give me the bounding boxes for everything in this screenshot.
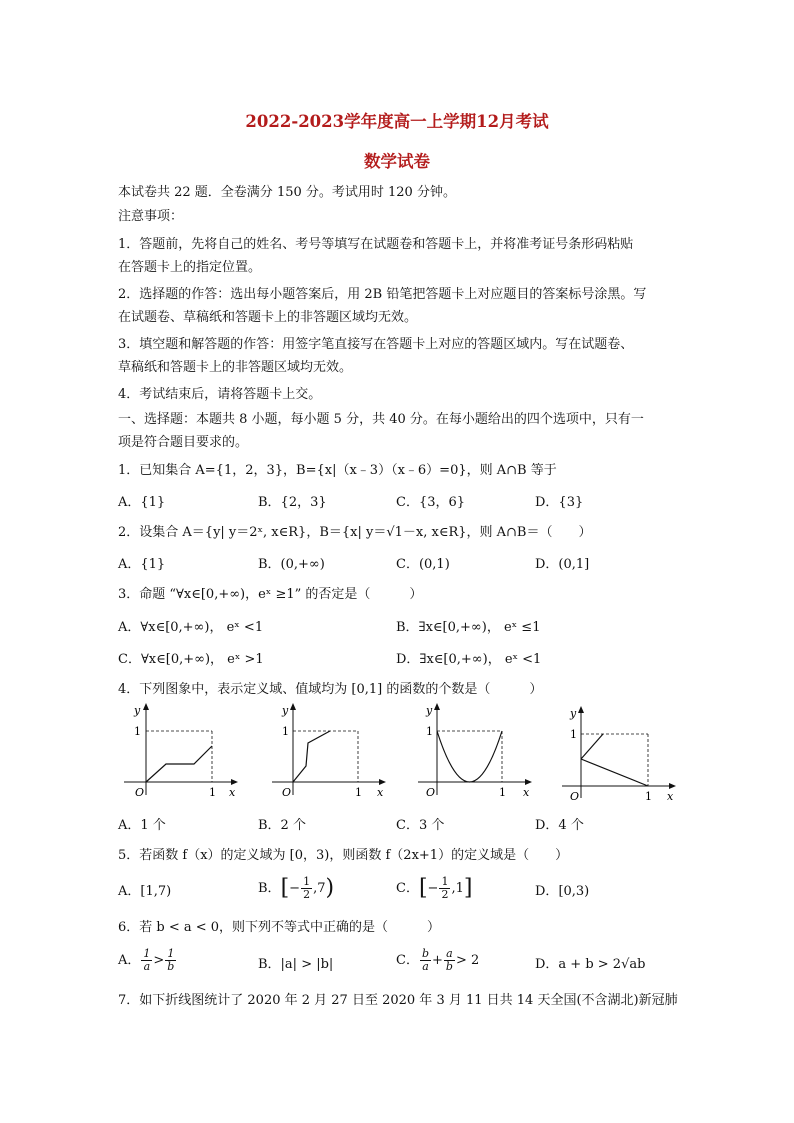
q5-option-c-fraction xyxy=(439,876,450,901)
q5-option-b-close: ) xyxy=(325,875,335,901)
q4-stem: 4．下列图象中，表示定义域、值域均为 [0,1] 的函数的个数是（ ） xyxy=(118,682,543,697)
q1-stem: 1．已知集合 A={1，2，3}，B={x|（x﹣3）（x﹣6）=0}，则 A∩B 等于 xyxy=(118,463,557,478)
q5-option-b-neg: − xyxy=(289,881,301,896)
q4-graph-1 xyxy=(116,700,246,805)
q6-option-c-n1: b xyxy=(421,947,429,960)
q5-option-c-close: ] xyxy=(463,875,473,901)
q6-option-a-op: > xyxy=(153,953,165,968)
q3-option-b: B．∃x∈[0,+∞)， eˣ ≤1 xyxy=(396,620,541,635)
q4-graph-1-x-label: x xyxy=(229,786,236,799)
q6-option-a xyxy=(118,948,177,973)
q5-option-c-num: 1 xyxy=(441,875,449,888)
q4-graph-3-origin: O xyxy=(426,786,436,799)
q6-option-c-tail: > 2 xyxy=(455,953,480,968)
q4-graph-2-x-label: x xyxy=(377,786,384,799)
q5-option-b-label: B． xyxy=(258,881,281,896)
q5-option-a-label: A． xyxy=(118,884,141,899)
q1-option-b: B．{2，3} xyxy=(258,495,327,510)
q4-graph-4-y-label: y xyxy=(570,707,577,720)
q2-option-b: B．(0,+∞) xyxy=(258,557,325,572)
q6-option-a-n2: 1 xyxy=(165,948,176,961)
q4-option-d: D．4 个 xyxy=(535,818,584,833)
q5-option-c-den: 2 xyxy=(441,888,449,901)
q6-option-c-d1: a xyxy=(422,960,429,973)
q4-graph-4-x-one: 1 xyxy=(645,790,652,803)
q5-option-c-open: [ xyxy=(418,875,428,901)
q6-option-a-frac-2 xyxy=(165,948,176,973)
q5-option-b-fraction xyxy=(301,876,312,901)
q2-stem: 2．设集合 A＝{y| y＝2ˣ, x∈R}，B＝{x| y＝√1－x, x∈R}，则 A∩B＝（ ） xyxy=(118,525,592,540)
q4-graph-2-origin: O xyxy=(282,786,292,799)
q2-option-c: C．(0,1) xyxy=(396,557,450,572)
exam-title: 2022-2023学年度高一上学期12月考试 xyxy=(245,112,549,131)
q1-option-a: A．{1} xyxy=(118,495,166,510)
q5-option-a xyxy=(118,884,171,900)
q4-graph-3-y-one: 1 xyxy=(426,725,433,738)
notice-1a: 1．答题前，先将自己的姓名、考号等填写在试题卷和答题卡上，并将准考证号条形码粘贴 xyxy=(118,237,634,252)
q6-option-b: B．|a| > |b| xyxy=(258,957,334,972)
q4-graph-3-x-one: 1 xyxy=(499,786,506,799)
q4-option-a: A．1 个 xyxy=(118,818,166,833)
q6-option-c-d2: b xyxy=(445,960,453,973)
q5-option-d-label: D． xyxy=(535,884,559,899)
q6-option-c xyxy=(396,948,479,973)
q6-option-a-label: A． xyxy=(118,953,141,968)
notice-1b: 在答题卡上的指定位置。 xyxy=(118,260,262,275)
q4-graph-1-y-one: 1 xyxy=(134,725,141,738)
q4-graph-2-x-one: 1 xyxy=(355,786,362,799)
q3-option-d: D．∃x∈[0,+∞)， eˣ <1 xyxy=(396,652,542,667)
q5-option-c-neg: − xyxy=(427,881,439,896)
q6-stem: 6．若 b < a < 0，则下列不等式中正确的是（ ） xyxy=(118,920,441,935)
q6-option-c-label: C． xyxy=(396,953,419,968)
q5-option-b-num: 1 xyxy=(303,875,311,888)
notice-2b: 在试题卷、草稿纸和答题卡上的非答题区域均无效。 xyxy=(118,310,418,325)
q5-option-b-tail: ,7 xyxy=(313,881,326,896)
notice-4: 4．考试结束后，请将答题卡上交。 xyxy=(118,387,322,402)
q5-option-c xyxy=(396,876,472,901)
q5-stem: 5．若函数 f（x）的定义域为 [0，3)，则函数 f（2x+1）的定义域是（ ） xyxy=(118,848,569,863)
q6-option-a-frac-1 xyxy=(141,948,152,973)
q4-graph-4-origin: O xyxy=(570,790,580,803)
q6-option-a-n1: 1 xyxy=(143,947,151,960)
exam-subtitle: 数学试卷 xyxy=(364,152,430,171)
q6-option-a-d1: a xyxy=(143,960,151,973)
q5-option-a-value: [1,7) xyxy=(140,884,172,899)
q5-option-b-den: 2 xyxy=(303,888,311,901)
q7-stem: 7．如下折线图统计了 2020 年 2 月 27 日至 2020 年 3 月 11 日共 14 天全国(不含湖北)新冠肺 xyxy=(118,993,678,1008)
q4-graph-3 xyxy=(410,700,540,805)
q5-option-d xyxy=(535,884,589,900)
q5-option-c-tail: ,1 xyxy=(451,881,464,896)
q5-option-b xyxy=(258,876,334,901)
q4-graph-2 xyxy=(264,700,394,805)
section-heading-a: 一、选择题：本题共 8 小题，每小题 5 分，共 40 分。在每小题给出的四个选项中，只有一 xyxy=(118,412,644,427)
q5-option-c-label: C． xyxy=(396,881,419,896)
q6-option-d: D．a + b > 2√ab xyxy=(535,957,646,972)
q3-option-a: A．∀x∈[0,+∞)， eˣ <1 xyxy=(118,620,264,635)
q6-option-c-n2: a xyxy=(444,948,455,961)
notice-3a: 3．填空题和解答题的作答：用签字笔直接写在答题卡上对应的答题区域内。写在试题卷、 xyxy=(118,337,634,352)
q1-option-d: D．{3} xyxy=(535,495,584,510)
q3-stem: 3．命题 “∀x∈[0,+∞)，eˣ ≥1” 的否定是（ ） xyxy=(118,587,423,602)
q6-option-c-op1: + xyxy=(432,953,443,968)
notice-2a: 2．选择题的作答：选出每小题答案后，用 2B 铅笔把答题卡上对应题目的答案标号涂黑。写 xyxy=(118,287,647,302)
q4-graph-1-origin: O xyxy=(135,786,145,799)
q4-option-b: B．2 个 xyxy=(258,818,306,833)
q4-graph-2-y-label: y xyxy=(282,704,289,717)
q4-graph-3-y-label: y xyxy=(426,704,433,717)
q6-option-a-d2: b xyxy=(167,960,175,973)
q1-option-c: C．{3，6} xyxy=(396,495,466,510)
q4-option-c: C．3 个 xyxy=(396,818,445,833)
q5-option-d-value: [0,3) xyxy=(558,884,590,899)
q6-option-c-frac-2 xyxy=(444,948,455,973)
notice-heading: 注意事项： xyxy=(118,209,184,224)
q4-graph-3-x-label: x xyxy=(523,786,530,799)
notice-3b: 草稿纸和答题卡上的非答题区域均无效。 xyxy=(118,360,353,375)
q2-option-d: D．(0,1] xyxy=(535,557,590,572)
q4-graph-2-y-one: 1 xyxy=(282,725,289,738)
q3-option-c: C．∀x∈[0,+∞)， eˣ >1 xyxy=(118,652,264,667)
q4-graph-1-y-label: y xyxy=(134,704,141,717)
q4-graph-4-x-label: x xyxy=(667,790,674,803)
q2-option-a: A．{1} xyxy=(118,557,166,572)
q4-graph-4-y-one: 1 xyxy=(570,728,577,741)
q4-graph-4 xyxy=(554,703,684,808)
section-heading-b: 项是符合题目要求的。 xyxy=(118,435,249,450)
q4-graph-1-x-one: 1 xyxy=(209,786,216,799)
q5-option-b-open: [ xyxy=(280,875,290,901)
q6-option-c-frac-1 xyxy=(420,948,431,973)
intro-line: 本试卷共 22 题．全卷满分 150 分。考试用时 120 分钟。 xyxy=(118,185,456,200)
